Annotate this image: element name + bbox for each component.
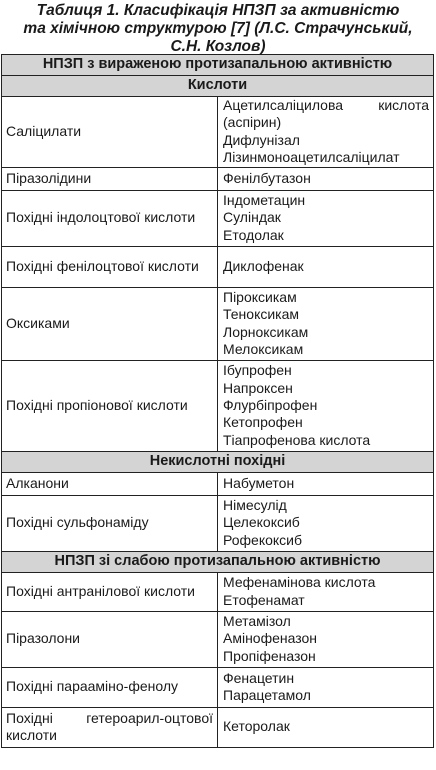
- drug-item: Пропіфеназон: [223, 647, 316, 664]
- section-nonacid-label: Некислотні похідні: [2, 451, 434, 472]
- drug-item: Тіапрофенова кислота: [223, 431, 371, 448]
- drug-item: Німесулід: [223, 497, 287, 514]
- section-header-weak: [2, 551, 434, 572]
- drug-item: Етофенамат: [223, 591, 305, 608]
- drugs-cell: [218, 495, 434, 551]
- drugs-cell: [218, 97, 434, 168]
- group-cell: Саліцилати: [2, 97, 218, 168]
- drug-item: Целекоксиб: [223, 514, 300, 531]
- section-header-strong: [2, 55, 434, 76]
- group-cell: Похідні гетероарил-оцтової кислоти: [2, 707, 218, 747]
- section-header-acids: [2, 76, 434, 97]
- drug-item: Рофекоксиб: [223, 531, 303, 548]
- group-cell: Алканони: [2, 472, 218, 495]
- drug-item: Мефенамінова кислота: [223, 574, 376, 591]
- caption-line-2: та хімічною структурою [7] (Л.С. Страчунський,: [23, 20, 413, 37]
- drug-item: Диклофенак: [223, 257, 304, 274]
- group-cell: Похідні фенілоцтової кислоти: [2, 246, 218, 287]
- group-cell: Оксиками: [2, 287, 218, 360]
- drugs-cell: [218, 472, 434, 495]
- drug-item: Мелоксикам: [223, 341, 304, 358]
- drugs-cell: [218, 167, 434, 190]
- drugs-cell: [218, 572, 434, 611]
- drugs-cell: [218, 287, 434, 360]
- section-weak-label: НПЗП зі слабою протизапальною активністю: [2, 551, 434, 572]
- drug-item: Кетопрофен: [223, 414, 303, 431]
- drug-item: Ацетилсаліцилова кислота (аспірин): [223, 97, 429, 131]
- drugs-cell: [218, 190, 434, 246]
- section-strong-label: НПЗП з вираженою протизапальною активністю: [2, 55, 434, 76]
- drug-item: Амінофеназон: [223, 630, 318, 647]
- table-row: [2, 572, 434, 611]
- group-cell: Похідні сульфонаміду: [2, 495, 218, 551]
- group-cell: Похідні парааміно-фенолу: [2, 667, 218, 707]
- drug-item: Дифлунізал: [223, 131, 300, 148]
- table-row: [2, 167, 434, 190]
- table-row: [2, 611, 434, 667]
- drug-item: Кеторолак: [223, 718, 290, 735]
- table-row: [2, 495, 434, 551]
- drug-item: Набуметон: [223, 474, 295, 491]
- section-acids-label: Кислоти: [2, 76, 434, 97]
- drugs-cell: [218, 707, 434, 747]
- table-caption: [0, 0, 436, 54]
- drug-item: Фенілбутазон: [223, 169, 311, 186]
- group-cell: Піразолони: [2, 611, 218, 667]
- table-row: [2, 287, 434, 360]
- drug-item: Напроксен: [223, 379, 293, 396]
- drugs-cell: [218, 667, 434, 707]
- drugs-cell: [218, 611, 434, 667]
- group-cell: Похідні індолоцтової кислоти: [2, 190, 218, 246]
- drug-item: Ібупрофен: [223, 362, 292, 379]
- drug-item: Флурбіпрофен: [223, 396, 318, 413]
- drugs-cell: [218, 360, 434, 451]
- table-row: [2, 667, 434, 707]
- table-row: [2, 246, 434, 287]
- section-header-nonacid: [2, 451, 434, 472]
- drug-item: Піроксикам: [223, 288, 297, 305]
- drug-item: Парацетамол: [223, 687, 311, 704]
- classification-table: [1, 54, 434, 748]
- drug-item: Індометацин: [223, 192, 306, 209]
- caption-line-1: Таблиця 1. Класифікація НПЗП за активністю: [36, 2, 400, 19]
- drugs-cell: [218, 246, 434, 287]
- drug-item: Фенацетин: [223, 669, 295, 686]
- drug-item: Теноксикам: [223, 306, 300, 323]
- table-row: [2, 360, 434, 451]
- drug-item: Метамізол: [223, 613, 291, 630]
- table-row: [2, 472, 434, 495]
- group-cell: Похідні антранілової кислоти: [2, 572, 218, 611]
- group-cell: Похідні пропіонової кислоти: [2, 360, 218, 451]
- caption-line-3: С.Н. Козлов): [170, 38, 266, 55]
- group-cell: Піразолідини: [2, 167, 218, 190]
- table-row: [2, 707, 434, 747]
- table-row: [2, 190, 434, 246]
- table-row: [2, 97, 434, 168]
- drug-item: Лорноксикам: [223, 323, 309, 340]
- drug-item: Лізинмоноацетилсаліцилат: [223, 149, 400, 166]
- drug-item: Етодолак: [223, 226, 284, 243]
- drug-item: Суліндак: [223, 209, 281, 226]
